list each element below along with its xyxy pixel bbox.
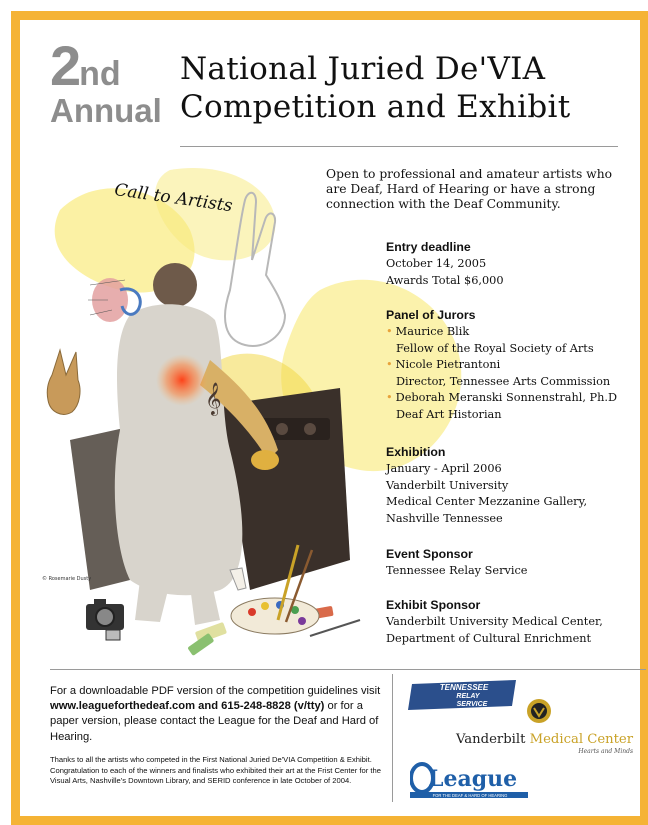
tennessee-relay-logo [408, 678, 520, 712]
juror-name: • Deborah Meranski Sonnenstrahl, Ph.D [386, 391, 618, 405]
exhibition-line: Nashville Tennessee [386, 511, 503, 525]
juror-name: • Nicole Pietrantoni [386, 358, 501, 372]
figure-head [153, 263, 197, 307]
footer-guidelines: For a downloadable PDF version of the competition guidelines visit www.leagueforthedeaf.com and 615-248-8828 (v/tty) or for a paper version, please contact the League for the Deaf and Hard of Hearing. [50, 685, 381, 743]
entry-awards: Awards Total $6,000 [386, 273, 504, 287]
exhibition-line: Vanderbilt University [386, 478, 509, 492]
exhibit-sponsor-section [386, 597, 626, 647]
exhibition-heading: Exhibition [386, 445, 446, 459]
vanderbilt-seal-icon [526, 698, 552, 728]
title-line-2: Competition and Exhibit [180, 89, 571, 125]
league-tagline: FOR THE DEAF & HARD OF HEARING [432, 793, 508, 798]
radio-knob-2 [304, 423, 316, 435]
footer-vertical-divider [392, 674, 393, 802]
exhibition-section [386, 444, 626, 527]
entry-section [386, 239, 626, 289]
league-logo [410, 760, 530, 804]
intro-text: Open to professional and amateur artists who are Deaf, Hard of Hearing or have a strong connection with the Deaf Community. [326, 167, 613, 211]
tn-line-2: RELAY [456, 693, 480, 700]
poster-frame [11, 11, 648, 825]
title-line-1: National Juried De'VIA [180, 51, 546, 87]
footer-divider [50, 669, 646, 670]
guidelines-link[interactable]: www.leagueforthedeaf.com and 615-248-8828 (v/tty) [50, 700, 325, 713]
call-to-artists: Call to Artists [113, 180, 234, 217]
tn-line-1: TENNESSEE [439, 683, 489, 692]
entry-date: October 14, 2005 [386, 257, 487, 270]
juror-title: Director, Tennessee Arts Commission [396, 374, 611, 388]
league-name: League [428, 766, 518, 792]
vanderbilt-logo: Vanderbilt Medical Center Hearts and Minds [456, 732, 634, 755]
juror-title: Fellow of the Royal Society of Arts [396, 341, 594, 355]
exhibition-line: January - April 2006 [386, 462, 502, 475]
radio-knob-1 [276, 423, 288, 435]
juror-name: • Maurice Blik [386, 325, 470, 338]
art-credit: © Rosemarie Dusty [42, 576, 92, 582]
event-sponsor-section [386, 546, 626, 580]
juror-title: Deaf Art Historian [396, 407, 502, 421]
page-title [180, 50, 570, 126]
edition-number: 2nd [50, 34, 121, 97]
peace-hand [47, 350, 80, 414]
header-divider [180, 146, 618, 147]
jurors-heading: Panel of Jurors [386, 308, 476, 322]
vanderbilt-tagline: Hearts and Minds [578, 748, 634, 755]
tn-line-3: SERVICE [456, 701, 488, 708]
event-sponsor-heading: Event Sponsor [386, 547, 473, 561]
event-sponsor-name: Tennessee Relay Service [386, 564, 528, 577]
footer-thanks: Thanks to all the artists who competed in the First National Juried De'VIA Competition & Exhibit. Congratulation to each of the winners and finalists who exhibited their art at the Frist Center for the Visual Arts, Nashville's Downtown Library, and SERID conference in late October of 2004. [50, 755, 381, 786]
figure-body [115, 304, 243, 595]
music-note: 𝄞 [205, 382, 222, 415]
entry-heading: Entry deadline [386, 240, 471, 254]
figure-hand [251, 450, 279, 470]
red-glow [156, 354, 208, 406]
camera-icon [86, 599, 124, 640]
exhibition-line: Medical Center Mezzanine Gallery, [386, 495, 588, 509]
exhibit-sponsor-line: Vanderbilt University Medical Center, [386, 615, 603, 628]
jurors-section [386, 307, 626, 424]
exhibit-sponsor-heading: Exhibit Sponsor [386, 598, 481, 612]
exhibit-sponsor-line: Department of Cultural Enrichment [386, 631, 592, 645]
edition-annual: Annual [50, 92, 162, 129]
